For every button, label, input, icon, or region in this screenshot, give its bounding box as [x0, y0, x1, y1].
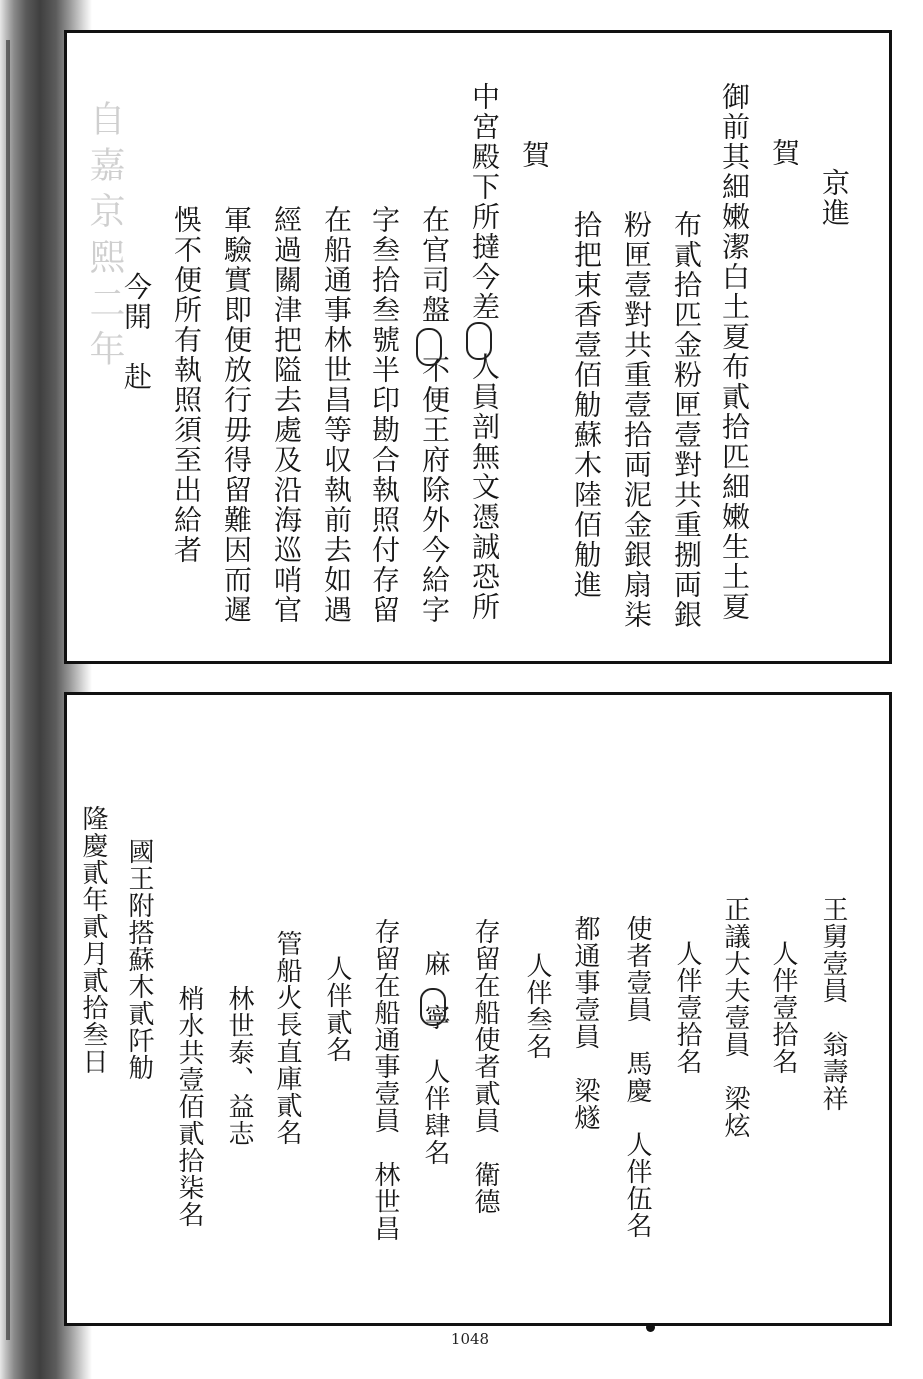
bottom-col-06: 都通事壹員 梁燧: [570, 915, 600, 1131]
top-col-14: 悞不便所有執照須至出給者: [170, 205, 203, 565]
blank-placeholder-mark: [416, 328, 442, 366]
bottom-col-12: 管船火長直庫貳名: [272, 930, 302, 1146]
blank-placeholder-mark: [420, 988, 446, 1026]
faint-side-text: 自嘉京熙二年: [84, 100, 125, 376]
bottom-col-07: 人伴叁名: [522, 952, 552, 1060]
bottom-col-11: 人伴貳名: [322, 955, 352, 1063]
top-col-10: 字叁拾叁號半印勘合執照付存留: [368, 205, 401, 625]
bottom-col-14: 梢水共壹佰貳拾柒名: [174, 985, 204, 1228]
bottom-col-13: 林世泰、益志: [224, 985, 254, 1147]
bottom-col-16: 隆慶貳年貳月貳拾叁日: [78, 805, 108, 1075]
top-col-12: 經過關津把隘去處及沿海巡哨官: [270, 205, 303, 625]
bottom-col-08: 存留在船使者貳員 衛德: [470, 918, 500, 1215]
top-col-01: 京進: [818, 168, 851, 228]
top-col-02: 賀: [768, 138, 801, 168]
ink-dot: [646, 1323, 655, 1332]
blank-placeholder-mark: [466, 322, 492, 360]
top-col-06: 拾把束香壹佰觔蘇木陸佰觔進: [570, 210, 603, 600]
bottom-col-03: 正議大夫壹員 梁炫: [720, 896, 750, 1139]
page-number: 1048: [450, 1330, 490, 1348]
top-col-11: 在船通事林世昌等収執前去如遇: [320, 205, 353, 625]
bottom-col-04: 人伴壹拾名: [672, 940, 702, 1075]
top-col-04: 布貳拾匹金粉匣壹對共重捌両銀: [670, 210, 703, 630]
top-col-13: 軍驗實即便放行毋得留難因而遲: [220, 205, 253, 625]
page-edge-shadow: [6, 40, 10, 1340]
bottom-col-09: 麻 寧 人伴肆名: [420, 950, 450, 1166]
bottom-col-01: 王舅壹員 翁壽祥: [818, 896, 848, 1112]
top-col-03: 御前其細嫩潔白土夏布貳拾匹細嫩生土夏: [718, 82, 751, 622]
top-col-15: 今開 赴: [120, 272, 153, 392]
top-col-05: 粉匣壹對共重壹拾両泥金銀扇柒: [620, 210, 653, 630]
top-col-09: 在官司盤 不便王府除外今給字: [418, 205, 451, 625]
bottom-col-05: 使者壹員 馬慶 人伴伍名: [622, 915, 652, 1239]
top-col-07: 賀: [518, 140, 551, 170]
bottom-col-02: 人伴壹拾名: [768, 940, 798, 1075]
bottom-col-10: 存留在船通事壹員 林世昌: [370, 918, 400, 1242]
bottom-col-15: 國王附搭蘇木貳阡觔: [124, 838, 154, 1081]
top-col-08: 中宮殿下所撻今差 人員剖無文憑誠恐所: [468, 82, 501, 622]
